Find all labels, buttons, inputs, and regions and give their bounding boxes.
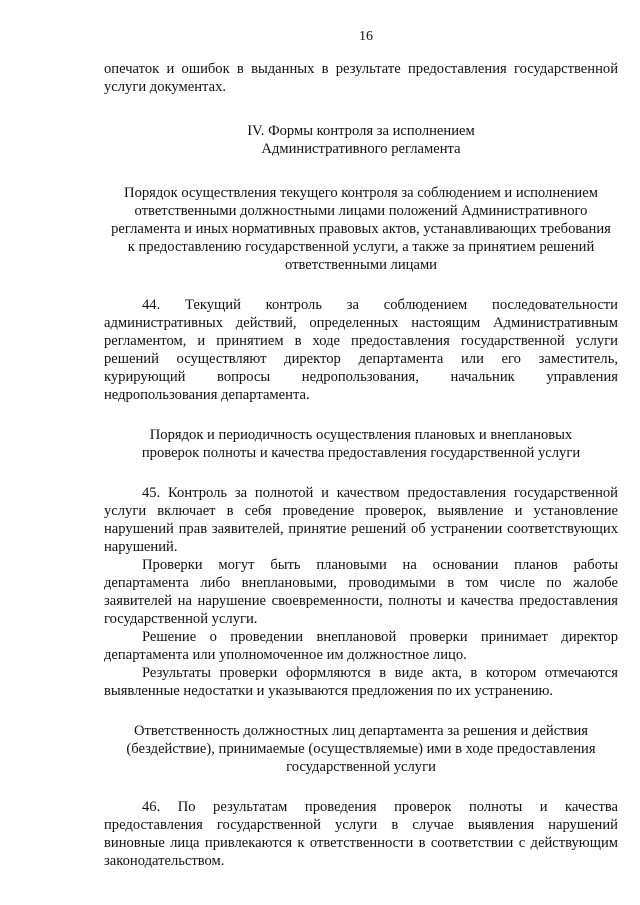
paragraph-44: 44. Текущий контроль за соблюдением последовательности административных действий, определенных настоящим Административным регламентом, и принятием в ходе предоставления государственной услуги решений осуществляют директор департамента или его заместитель, курирующий вопросы недропользования, начальник управления недропользования департамента. xyxy=(104,297,618,403)
paragraph-unscheduled-decision: Решение о проведении внеплановой проверки принимает директор департамента или уполномоченное им должностное лицо. xyxy=(104,629,618,663)
subsection-2-title: Порядок и периодичность осуществления плановых и внеплановых проверок полноты и качества предоставления государственной услуги xyxy=(141,427,581,461)
paragraph-inspection-results: Результаты проверки оформляются в виде акта, в котором отмечаются выявленные недостатки и указываются предложения по их устранению. xyxy=(104,665,618,699)
subsection-1-title: Порядок осуществления текущего контроля за соблюдением и исполнением ответственными должностными лицами положений Административного регламента и иных нормативных правовых актов, устанавливающих требования к предоставлению государственной услуги, а также за принятием решений ответственными лицами xyxy=(111,185,611,273)
continuation-paragraph: опечаток и ошибок в выданных в результате предоставления государственной услуги документах. xyxy=(104,61,618,95)
paragraph-45: 45. Контроль за полнотой и качеством предоставления государственной услуги включает в себя проведение проверок, выявление и установление нарушений прав заявителей, принятие решений об устранении соответствующих нарушений. xyxy=(104,485,618,555)
paragraph-inspections: Проверки могут быть плановыми на основании планов работы департамента либо внеплановыми, проводимыми в том числе по жалобе заявителей на нарушение своевременности, полноты и качества предоставления государственной услуги. xyxy=(104,557,618,627)
subsection-3-title: Ответственность должностных лиц департамента за решения и действия (бездействие), принимаемые (осуществляемые) ими в ходе предоставления государственной услуги xyxy=(126,723,596,775)
page-number: 16 xyxy=(359,29,373,44)
paragraph-46: 46. По результатам проведения проверок полноты и качества предоставления государственной услуги в случае выявления нарушений виновные лица привлекаются к ответственности в соответствии с действующим законодательством. xyxy=(104,799,618,869)
section-title: IV. Формы контроля за исполнением Административного регламента xyxy=(247,123,475,157)
document-page xyxy=(104,28,618,870)
